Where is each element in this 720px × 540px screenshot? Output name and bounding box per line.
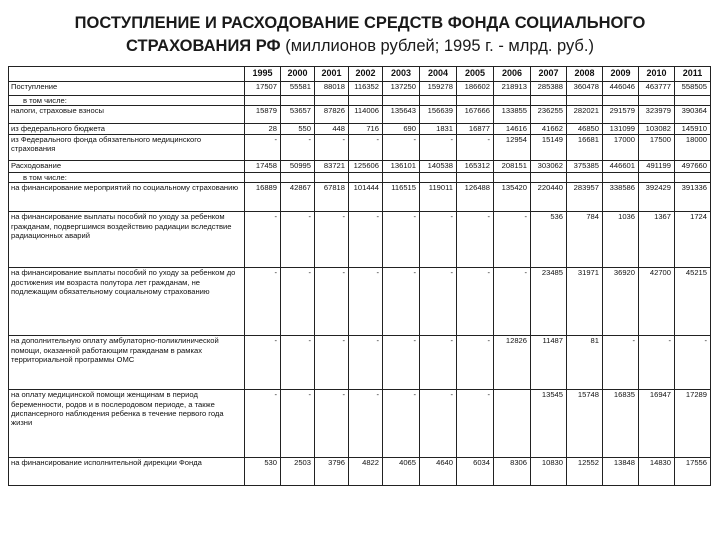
- value-cell: [315, 172, 349, 182]
- value-cell: [494, 172, 531, 182]
- value-cell: -: [457, 212, 494, 268]
- value-cell: 1724: [675, 212, 711, 268]
- value-cell: 50995: [281, 160, 315, 172]
- value-cell: 15879: [245, 106, 281, 124]
- value-cell: 303062: [531, 160, 567, 172]
- row-label: на оплату медицинской помощи женщинам в период беременности, родов и в послеродовом периоде, а также диспансерного наблюдения ребенка в течение первого года жизни: [9, 390, 245, 458]
- table-row: [9, 172, 711, 182]
- value-cell: 145910: [675, 124, 711, 134]
- value-cell: 101444: [349, 183, 383, 212]
- value-cell: 236255: [531, 106, 567, 124]
- value-cell: [457, 172, 494, 182]
- year-header: 2002: [349, 67, 383, 82]
- value-cell: -: [457, 390, 494, 458]
- value-cell: -: [315, 134, 349, 160]
- value-cell: 282021: [567, 106, 603, 124]
- row-label: в том числе:: [9, 172, 245, 182]
- year-header: 2006: [494, 67, 531, 82]
- value-cell: 491199: [639, 160, 675, 172]
- value-cell: 103082: [639, 124, 675, 134]
- value-cell: 137250: [383, 82, 420, 96]
- value-cell: 125606: [349, 160, 383, 172]
- value-cell: 23485: [531, 268, 567, 336]
- value-cell: -: [420, 268, 457, 336]
- value-cell: 167666: [457, 106, 494, 124]
- value-cell: -: [349, 212, 383, 268]
- year-header: 2011: [675, 67, 711, 82]
- value-cell: 17556: [675, 458, 711, 486]
- value-cell: -: [349, 268, 383, 336]
- title-fund-name: СТРАХОВАНИЯ РФ: [126, 37, 281, 55]
- row-label: на финансирование выплаты пособий по уходу за ребенком гражданам, подвергшимся воздействию радиации вследствие радиационных аварий: [9, 212, 245, 268]
- value-cell: -: [281, 390, 315, 458]
- table-row: [9, 106, 711, 124]
- value-cell: 446601: [603, 160, 639, 172]
- value-cell: 116352: [349, 82, 383, 96]
- value-cell: -: [457, 336, 494, 390]
- value-cell: 16681: [567, 134, 603, 160]
- value-cell: [639, 96, 675, 106]
- value-cell: 550: [281, 124, 315, 134]
- value-cell: [603, 96, 639, 106]
- value-cell: 283957: [567, 183, 603, 212]
- value-cell: 135643: [383, 106, 420, 124]
- value-cell: -: [245, 134, 281, 160]
- value-cell: -: [281, 336, 315, 390]
- value-cell: [349, 96, 383, 106]
- value-cell: -: [420, 212, 457, 268]
- value-cell: -: [245, 336, 281, 390]
- value-cell: -: [281, 268, 315, 336]
- title-line-2: [0, 35, 720, 58]
- value-cell: [675, 96, 711, 106]
- value-cell: -: [245, 212, 281, 268]
- value-cell: -: [675, 336, 711, 390]
- value-cell: 11487: [531, 336, 567, 390]
- value-cell: 448: [315, 124, 349, 134]
- value-cell: 159278: [420, 82, 457, 96]
- value-cell: 497660: [675, 160, 711, 172]
- value-cell: 536: [531, 212, 567, 268]
- value-cell: -: [639, 336, 675, 390]
- value-cell: [420, 96, 457, 106]
- fund-table: [8, 66, 711, 486]
- value-cell: -: [383, 268, 420, 336]
- value-cell: 6034: [457, 458, 494, 486]
- year-header: 2010: [639, 67, 675, 82]
- value-cell: 323979: [639, 106, 675, 124]
- value-cell: 135420: [494, 183, 531, 212]
- value-cell: 81: [567, 336, 603, 390]
- value-cell: 4065: [383, 458, 420, 486]
- value-cell: [567, 172, 603, 182]
- value-cell: -: [349, 390, 383, 458]
- value-cell: 2503: [281, 458, 315, 486]
- value-cell: 45215: [675, 268, 711, 336]
- value-cell: 53657: [281, 106, 315, 124]
- value-cell: 17289: [675, 390, 711, 458]
- value-cell: 12826: [494, 336, 531, 390]
- value-cell: -: [315, 336, 349, 390]
- row-label: Расходование: [9, 160, 245, 172]
- value-cell: 1036: [603, 212, 639, 268]
- value-cell: 391336: [675, 183, 711, 212]
- value-cell: -: [494, 212, 531, 268]
- value-cell: [420, 172, 457, 182]
- value-cell: 12552: [567, 458, 603, 486]
- value-cell: 17458: [245, 160, 281, 172]
- value-cell: -: [457, 134, 494, 160]
- value-cell: 126488: [457, 183, 494, 212]
- value-cell: -: [494, 268, 531, 336]
- value-cell: [494, 96, 531, 106]
- value-cell: 17507: [245, 82, 281, 96]
- value-cell: 716: [349, 124, 383, 134]
- year-header: 2000: [281, 67, 315, 82]
- value-cell: 1367: [639, 212, 675, 268]
- table-row: [9, 160, 711, 172]
- table-row: [9, 82, 711, 96]
- value-cell: -: [349, 336, 383, 390]
- page-title: [0, 12, 720, 58]
- value-cell: 1831: [420, 124, 457, 134]
- value-cell: 28: [245, 124, 281, 134]
- table-header-row: [9, 67, 711, 82]
- value-cell: [457, 96, 494, 106]
- value-cell: 140538: [420, 160, 457, 172]
- value-cell: 119011: [420, 183, 457, 212]
- value-cell: [603, 172, 639, 182]
- value-cell: 16947: [639, 390, 675, 458]
- value-cell: 46850: [567, 124, 603, 134]
- year-header: 2007: [531, 67, 567, 82]
- value-cell: [349, 172, 383, 182]
- value-cell: 291579: [603, 106, 639, 124]
- value-cell: 36920: [603, 268, 639, 336]
- value-cell: 156639: [420, 106, 457, 124]
- value-cell: 690: [383, 124, 420, 134]
- year-header: 2009: [603, 67, 639, 82]
- value-cell: 16835: [603, 390, 639, 458]
- year-header: 2001: [315, 67, 349, 82]
- value-cell: -: [420, 336, 457, 390]
- value-cell: 16877: [457, 124, 494, 134]
- value-cell: 8306: [494, 458, 531, 486]
- value-cell: 83721: [315, 160, 349, 172]
- value-cell: 14830: [639, 458, 675, 486]
- value-cell: 16889: [245, 183, 281, 212]
- year-header: 2008: [567, 67, 603, 82]
- value-cell: 17500: [639, 134, 675, 160]
- table-row: [9, 183, 711, 212]
- value-cell: 41662: [531, 124, 567, 134]
- value-cell: [245, 172, 281, 182]
- value-cell: 220440: [531, 183, 567, 212]
- value-cell: 131099: [603, 124, 639, 134]
- value-cell: -: [383, 336, 420, 390]
- row-label: на финансирование выплаты пособий по уходу за ребенком до достижения им возраста полутора лет гражданам, не подлежащим обязательному социальному страхованию: [9, 268, 245, 336]
- value-cell: -: [245, 390, 281, 458]
- value-cell: 338586: [603, 183, 639, 212]
- value-cell: 67818: [315, 183, 349, 212]
- value-cell: [531, 172, 567, 182]
- value-cell: 42700: [639, 268, 675, 336]
- header-blank-cell: [9, 67, 245, 82]
- year-header: 2003: [383, 67, 420, 82]
- value-cell: [245, 96, 281, 106]
- year-header: 2005: [457, 67, 494, 82]
- value-cell: [281, 96, 315, 106]
- value-cell: 446046: [603, 82, 639, 96]
- value-cell: -: [315, 268, 349, 336]
- year-header: 1995: [245, 67, 281, 82]
- row-label: Поступление: [9, 82, 245, 96]
- row-label: на финансирование мероприятий по социальному страхованию: [9, 183, 245, 212]
- value-cell: 4640: [420, 458, 457, 486]
- value-cell: [567, 96, 603, 106]
- value-cell: 12954: [494, 134, 531, 160]
- table-row: [9, 458, 711, 486]
- value-cell: [383, 96, 420, 106]
- value-cell: 165312: [457, 160, 494, 172]
- title-units: (миллионов рублей; 1995 г. - млрд. руб.): [280, 37, 594, 55]
- value-cell: -: [383, 390, 420, 458]
- value-cell: -: [383, 212, 420, 268]
- value-cell: -: [315, 390, 349, 458]
- value-cell: [383, 172, 420, 182]
- value-cell: 218913: [494, 82, 531, 96]
- value-cell: -: [349, 134, 383, 160]
- value-cell: [531, 96, 567, 106]
- value-cell: 285388: [531, 82, 567, 96]
- value-cell: 15149: [531, 134, 567, 160]
- value-cell: 42867: [281, 183, 315, 212]
- title-line-1: ПОСТУПЛЕНИЕ И РАСХОДОВАНИЕ СРЕДСТВ ФОНДА СОЦИАЛЬНОГО: [74, 14, 646, 32]
- row-label: из Федерального фонда обязательного медицинского страхования: [9, 134, 245, 160]
- value-cell: 375385: [567, 160, 603, 172]
- value-cell: [281, 172, 315, 182]
- value-cell: [315, 96, 349, 106]
- value-cell: -: [457, 268, 494, 336]
- value-cell: 186602: [457, 82, 494, 96]
- value-cell: 31971: [567, 268, 603, 336]
- value-cell: 208151: [494, 160, 531, 172]
- value-cell: 114006: [349, 106, 383, 124]
- value-cell: -: [245, 268, 281, 336]
- value-cell: 13545: [531, 390, 567, 458]
- row-label: на дополнительную оплату амбулаторно-поликлинической помощи, оказанной работающим гражданам в рамках территориальной программы ОМС: [9, 336, 245, 390]
- table-row: [9, 390, 711, 458]
- table-row: [9, 212, 711, 268]
- row-label: на финансирование исполнительной дирекции Фонда: [9, 458, 245, 486]
- value-cell: 4822: [349, 458, 383, 486]
- value-cell: 116515: [383, 183, 420, 212]
- value-cell: 463777: [639, 82, 675, 96]
- value-cell: 18000: [675, 134, 711, 160]
- value-cell: 55581: [281, 82, 315, 96]
- value-cell: -: [315, 212, 349, 268]
- value-cell: -: [420, 134, 457, 160]
- value-cell: -: [383, 134, 420, 160]
- table-row: [9, 336, 711, 390]
- year-header: 2004: [420, 67, 457, 82]
- table-row: [9, 96, 711, 106]
- value-cell: -: [603, 336, 639, 390]
- value-cell: [675, 172, 711, 182]
- value-cell: -: [281, 212, 315, 268]
- value-cell: 14616: [494, 124, 531, 134]
- row-label: из федерального бюджета: [9, 124, 245, 134]
- value-cell: 13848: [603, 458, 639, 486]
- value-cell: 136101: [383, 160, 420, 172]
- table-row: [9, 124, 711, 134]
- value-cell: 88018: [315, 82, 349, 96]
- value-cell: [639, 172, 675, 182]
- value-cell: 10830: [531, 458, 567, 486]
- table-row: [9, 134, 711, 160]
- value-cell: 784: [567, 212, 603, 268]
- row-label: налоги, страховые взносы: [9, 106, 245, 124]
- value-cell: [494, 390, 531, 458]
- row-label: в том числе:: [9, 96, 245, 106]
- value-cell: 15748: [567, 390, 603, 458]
- table-row: [9, 268, 711, 336]
- value-cell: 360478: [567, 82, 603, 96]
- value-cell: 558505: [675, 82, 711, 96]
- value-cell: 17000: [603, 134, 639, 160]
- value-cell: 87826: [315, 106, 349, 124]
- value-cell: -: [281, 134, 315, 160]
- value-cell: 390364: [675, 106, 711, 124]
- value-cell: -: [420, 390, 457, 458]
- value-cell: 530: [245, 458, 281, 486]
- value-cell: 3796: [315, 458, 349, 486]
- value-cell: 133855: [494, 106, 531, 124]
- value-cell: 392429: [639, 183, 675, 212]
